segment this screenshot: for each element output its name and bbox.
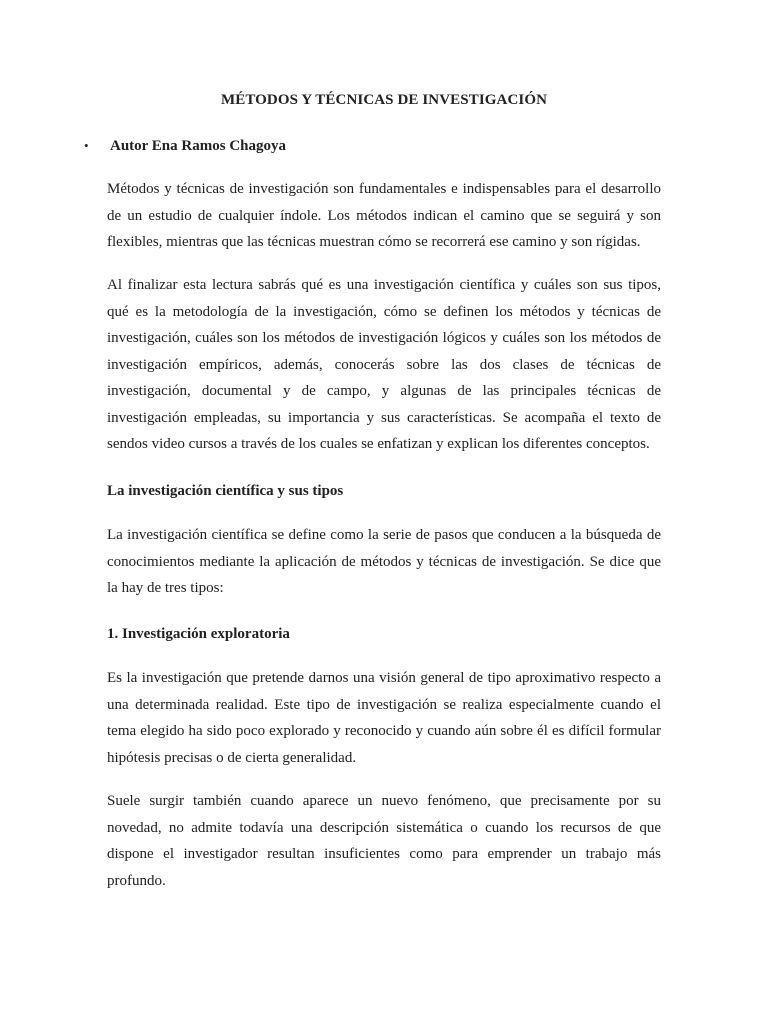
- paragraph-line: sendos video cursos a través de los cuales se enfatizan y explican los diferentes conceptos.: [107, 436, 650, 452]
- author-name: Autor Ena Ramos Chagoya: [110, 138, 286, 154]
- paragraph-line: investigación, cuáles son los métodos de investigación lógicos y cuáles son los métodos de: [107, 330, 661, 346]
- document-title: MÉTODOS Y TÉCNICAS DE INVESTIGACIÓN: [220, 92, 548, 108]
- paragraph-exploratory-2: [107, 788, 661, 894]
- section-heading-exploratory: [107, 624, 661, 644]
- paragraph-line: dispone el investigador resultan insuficientes como para emprender un trabajo más: [107, 846, 661, 862]
- paragraph-line: de un estudio de cualquier índole. Los métodos indican el camino que se seguirá y son: [107, 207, 661, 224]
- paragraph-line: Suele surgir también cuando aparece un nuevo fenómeno, que precisamente por su: [107, 793, 661, 809]
- paragraph-line: una determinada realidad. Este tipo de investigación se realiza especialmente cuando el: [107, 696, 661, 713]
- bullet-icon: •: [84, 138, 89, 153]
- paragraph-line: Es la investigación que pretende darnos una visión general de tipo aproximativo respecto a: [107, 670, 661, 686]
- paragraph-summary: [107, 272, 661, 458]
- paragraph-line: qué es la metodología de la investigación, cómo se definen los métodos y técnicas de: [107, 303, 661, 320]
- section-heading: La investigación científica y sus tipos: [107, 483, 344, 499]
- paragraph-line: investigación, documental y de campo, y algunas de las principales técnicas de: [107, 383, 661, 399]
- paragraph-line: la hay de tres tipos:: [107, 580, 224, 596]
- paragraph-line: flexibles, mientras que las técnicas muestran cómo se recorrerá ese camino y son rígidas.: [107, 234, 641, 250]
- paragraph-intro: [107, 176, 661, 256]
- paragraph-line: investigación empleadas, su importancia y sus características. Se acompaña el texto de: [107, 409, 661, 426]
- section-heading-scientific-research: [107, 481, 661, 501]
- paragraph-line: Métodos y técnicas de investigación son fundamentales e indispensables para el desarrollo: [107, 181, 661, 197]
- paragraph-line: profundo.: [107, 872, 166, 889]
- paragraph-definition: [107, 522, 661, 602]
- paragraph-exploratory-1: [107, 665, 661, 771]
- paragraph-line: La investigación científica se define como la serie de pasos que conducen a la búsqueda de: [107, 527, 661, 543]
- paragraph-line: novedad, no admite todavía una descripción sistemática o cuando los recursos de que: [107, 819, 661, 836]
- paragraph-line: Al finalizar esta lectura sabrás qué es una investigación científica y cuáles son sus tipos,: [107, 277, 661, 293]
- paragraph-line: conocimientos mediante la aplicación de métodos y técnicas de investigación. Se dice que: [107, 553, 661, 570]
- paragraph-line: hipótesis precisas o de cierta generalidad.: [107, 749, 357, 766]
- section-heading: 1. Investigación exploratoria: [107, 626, 290, 642]
- paragraph-line: investigación empíricos, además, conocerás sobre las dos clases de técnicas de: [107, 356, 661, 373]
- paragraph-line: tema elegido ha sido poco explorado y reconocido y cuando aún sobre él es difícil formular: [107, 723, 661, 739]
